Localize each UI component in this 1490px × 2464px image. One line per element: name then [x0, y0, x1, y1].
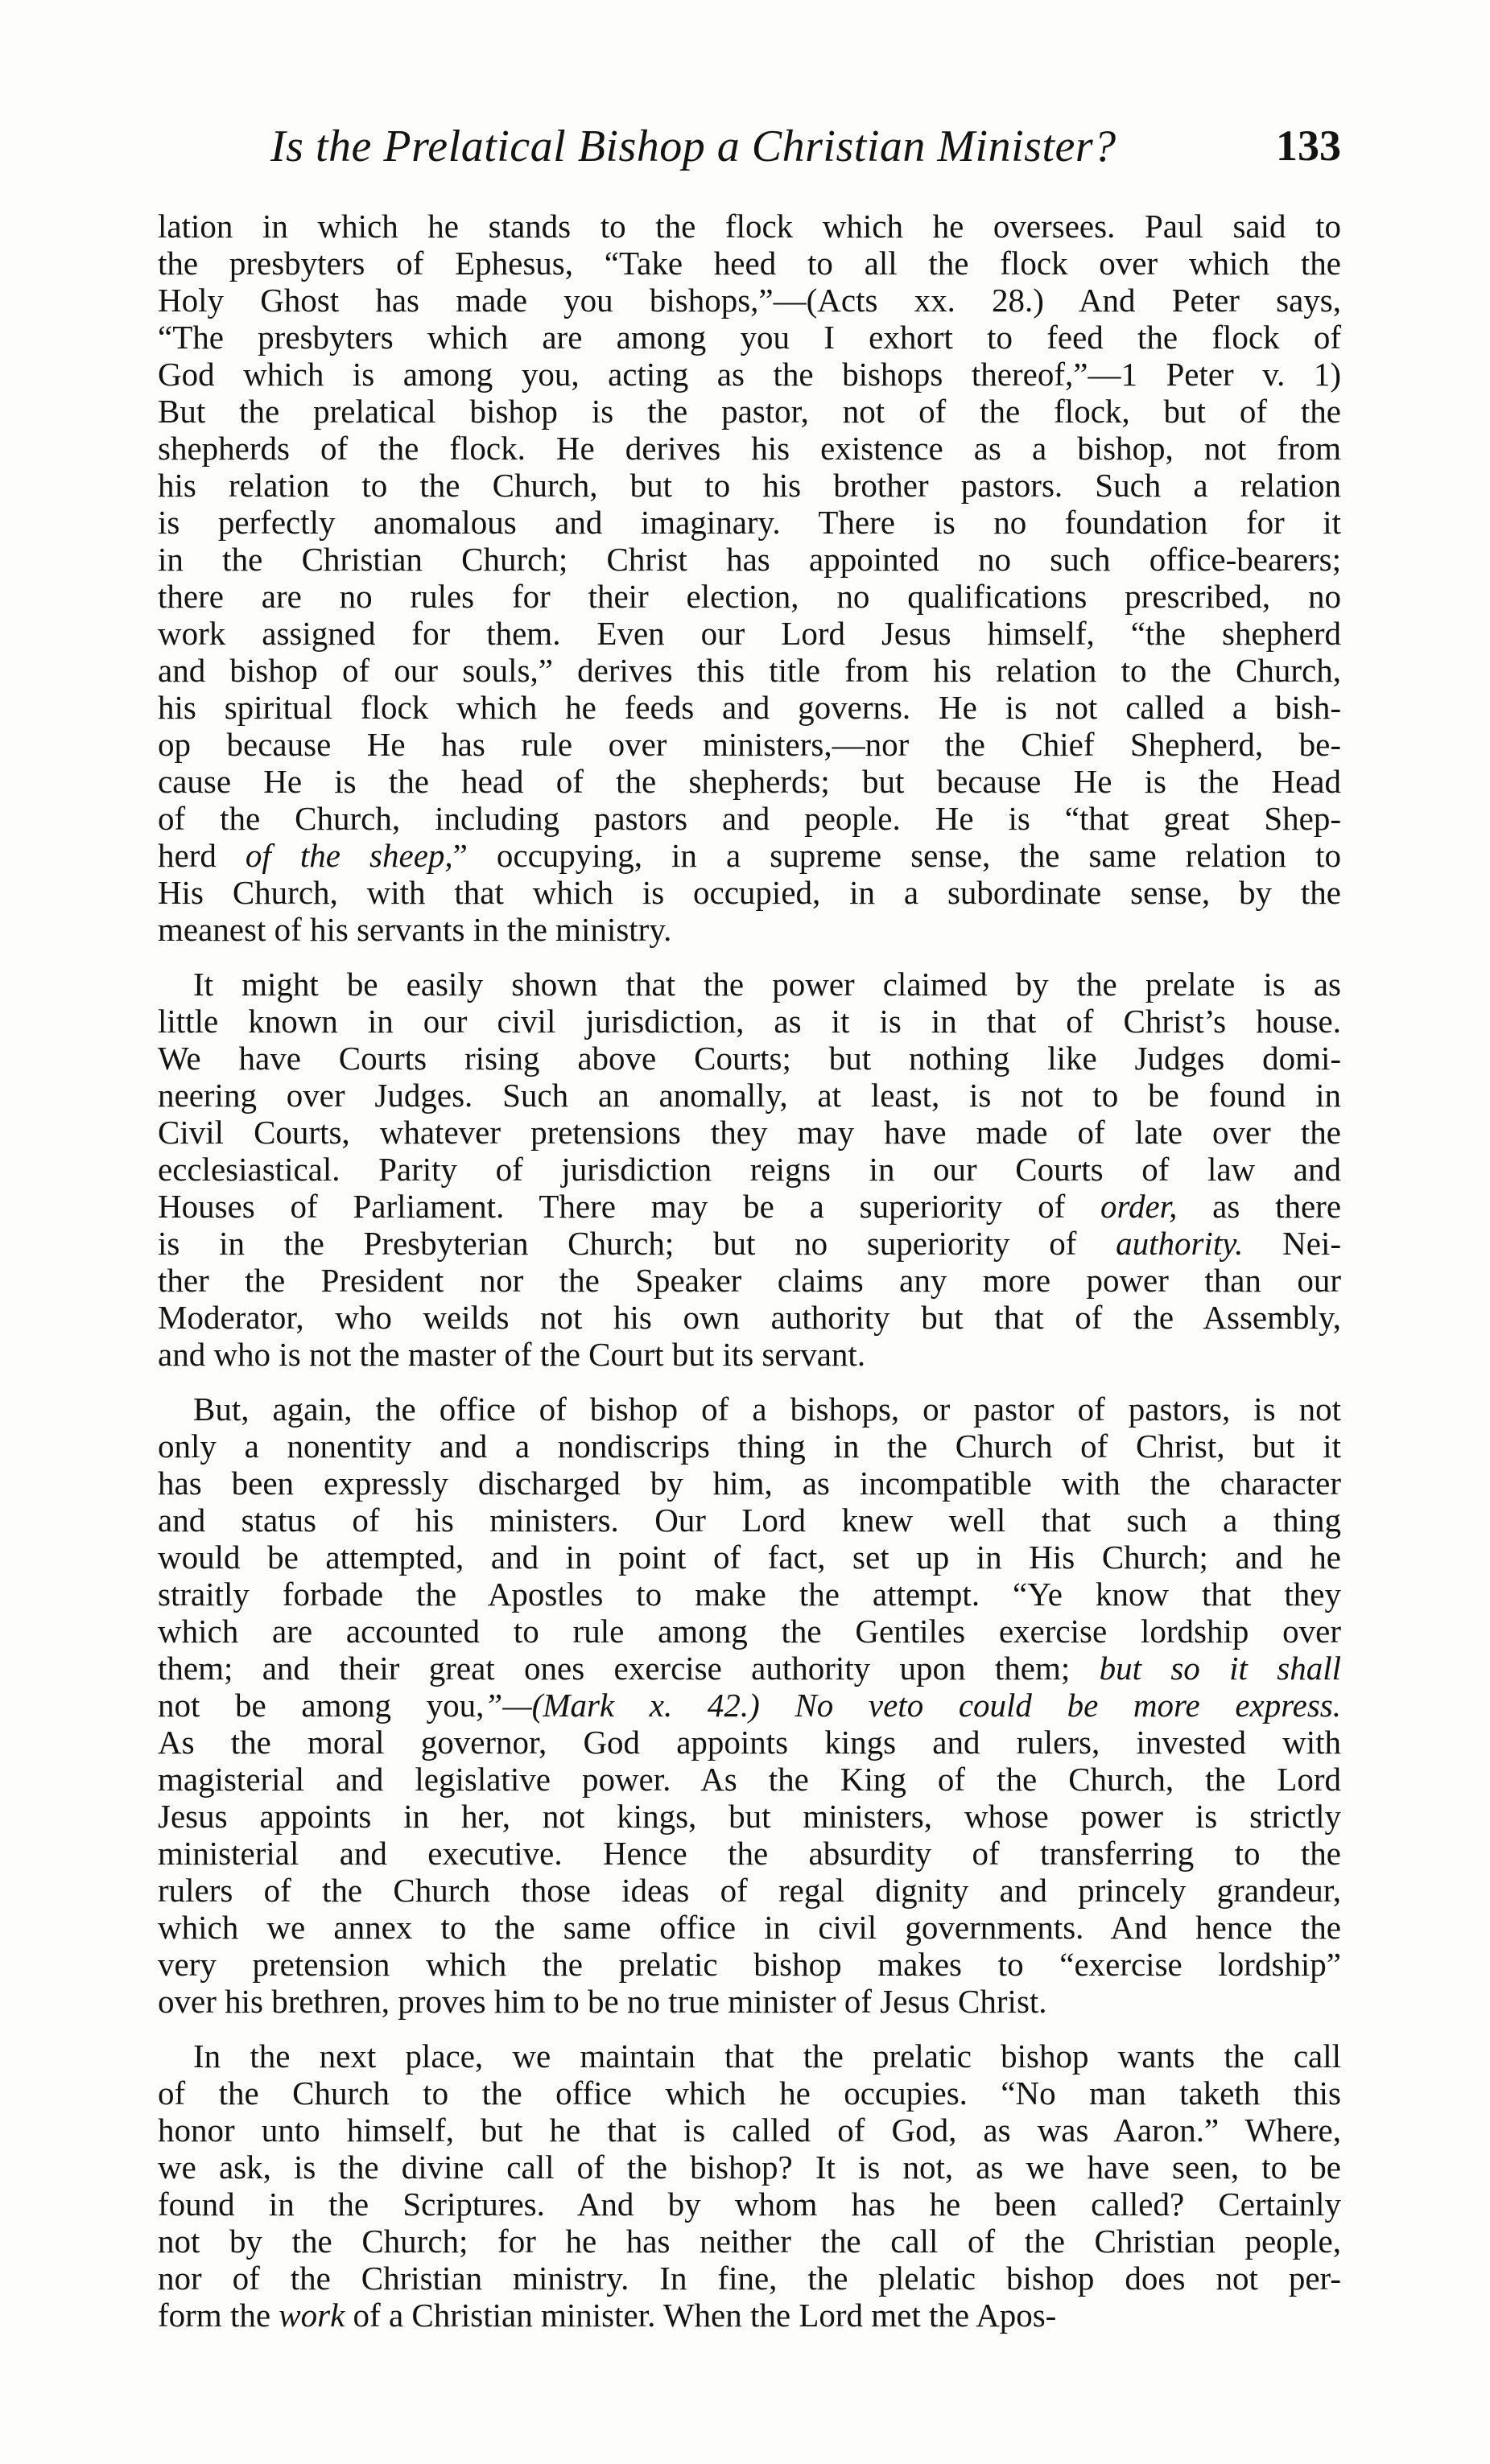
text-line	[158, 1465, 1341, 1502]
text-run: very pretension which the prelatic bishop makes to “exercise lordship”	[158, 1946, 1341, 1983]
text-line	[158, 1299, 1341, 1336]
text-run: the presbyters of Ephesus, “Take heed to all the flock over which the	[158, 245, 1341, 282]
text-line	[158, 1114, 1341, 1151]
text-run: of a Christian minister. When the Lord met the Apos-	[345, 2297, 1057, 2334]
text-line	[158, 1336, 1341, 1373]
text-line	[158, 800, 1341, 837]
text-run: is perfectly anomalous and imaginary. There is no foundation for it	[158, 504, 1341, 541]
text-line	[158, 1835, 1341, 1872]
text-line	[158, 541, 1341, 578]
text-line	[158, 2038, 1341, 2075]
text-run: herd	[158, 837, 246, 874]
text-line	[158, 245, 1341, 282]
text-line	[158, 1798, 1341, 1835]
italic-text: work	[279, 2297, 345, 2334]
text-run: form the	[158, 2297, 279, 2334]
italic-text: authority.	[1116, 1225, 1244, 1262]
text-run: is in the Presbyterian Church; but no superiority of	[158, 1225, 1116, 1262]
text-run: only a nonentity and a nondiscrips thing in the Church of Christ, but it	[158, 1428, 1341, 1465]
text-run: Nei-	[1243, 1225, 1341, 1262]
text-line	[158, 837, 1341, 874]
text-line	[158, 1502, 1341, 1539]
text-line	[158, 726, 1341, 763]
text-line	[158, 763, 1341, 800]
paragraph	[158, 208, 1341, 948]
text-line	[158, 1576, 1341, 1613]
text-line	[158, 1872, 1341, 1909]
text-line	[158, 1188, 1341, 1225]
text-run: ministerial and executive. Hence the absurdity of transferring to the	[158, 1835, 1341, 1872]
text-line	[158, 1391, 1341, 1428]
text-run: we ask, is the divine call of the bishop? It is not, as we have seen, to be	[158, 2149, 1341, 2186]
paragraph	[158, 966, 1341, 1373]
text-run: over his brethren, proves him to be no true minister of Jesus Christ.	[158, 1983, 1047, 2020]
text-line	[158, 615, 1341, 652]
body-text	[158, 208, 1341, 2334]
text-run: His Church, with that which is occupied, in a subordinate sense, by the	[158, 874, 1341, 911]
text-line	[158, 911, 1341, 948]
text-run: Moderator, who weilds not his own authority but that of the Assembly,	[158, 1299, 1341, 1336]
text-line	[158, 1262, 1341, 1299]
text-line	[158, 1761, 1341, 1798]
text-line	[158, 282, 1341, 319]
text-run: ther the President nor the Speaker claims any more power than our	[158, 1262, 1341, 1299]
text-line	[158, 1909, 1341, 1946]
text-run: As the moral governor, God appoints kings and rulers, invested with	[158, 1724, 1341, 1761]
text-line	[158, 504, 1341, 541]
text-line	[158, 430, 1341, 467]
running-title: Is the Prelatical Bishop a Christian Minister?	[270, 122, 1116, 171]
text-line	[158, 2223, 1341, 2260]
italic-text: ”—(Mark x. 42.) No veto could be more express.	[484, 1687, 1341, 1724]
text-run: op because He has rule over ministers,—nor the Chief Shepherd, be-	[158, 726, 1341, 763]
italic-text: of the sheep,	[245, 837, 453, 874]
text-run: Houses of Parliament. There may be a superiority of	[158, 1188, 1101, 1225]
text-run: But, again, the office of bishop of a bishops, or pastor of pastors, is not	[193, 1391, 1341, 1428]
text-line	[158, 1539, 1341, 1576]
text-run: in the Christian Church; Christ has appointed no such office-bearers;	[158, 541, 1341, 578]
text-line	[158, 874, 1341, 911]
text-line	[158, 319, 1341, 356]
text-run: and bishop of our souls,” derives this title from his relation to the Church,	[158, 652, 1341, 689]
text-run: and status of his ministers. Our Lord knew well that such a thing	[158, 1502, 1341, 1539]
paragraph	[158, 1391, 1341, 2020]
text-line	[158, 578, 1341, 615]
text-run: there are no rules for their election, no qualifications prescribed, no	[158, 578, 1341, 615]
text-line	[158, 1003, 1341, 1040]
text-run: of the Church to the office which he occupies. “No man taketh this	[158, 2075, 1341, 2112]
text-line	[158, 356, 1341, 393]
text-line	[158, 1151, 1341, 1188]
text-run: meanest of his servants in the ministry.	[158, 911, 672, 948]
text-run: not by the Church; for he has neither the call of the Christian people,	[158, 2223, 1341, 2260]
text-line	[158, 2112, 1341, 2149]
text-line	[158, 1650, 1341, 1687]
text-run: which are accounted to rule among the Gentiles exercise lordship over	[158, 1613, 1341, 1650]
text-run: It might be easily shown that the power claimed by the prelate is as	[193, 966, 1341, 1003]
text-line	[158, 652, 1341, 689]
italic-text: order,	[1100, 1188, 1178, 1225]
text-run: cause He is the head of the shepherds; but because He is the Head	[158, 763, 1341, 800]
text-run: not be among you,	[158, 1687, 485, 1724]
text-line	[158, 1428, 1341, 1465]
text-run: Civil Courts, whatever pretensions they may have made of late over the	[158, 1114, 1341, 1151]
text-line	[158, 1724, 1341, 1761]
text-run: We have Courts rising above Courts; but nothing like Judges domi-	[158, 1040, 1341, 1077]
text-line	[158, 2186, 1341, 2223]
text-run: them; and their great ones exercise authority upon them;	[158, 1650, 1100, 1687]
italic-text: but so it shall	[1099, 1650, 1341, 1687]
paragraph	[158, 2038, 1341, 2334]
text-run: magisterial and legislative power. As the King of the Church, the Lord	[158, 1761, 1341, 1798]
text-line	[158, 966, 1341, 1003]
page-header	[158, 121, 1341, 185]
text-line	[158, 1687, 1341, 1724]
text-line	[158, 2075, 1341, 2112]
text-line	[158, 1225, 1341, 1262]
text-run: “The presbyters which are among you I exhort to feed the flock of	[158, 319, 1341, 356]
text-run: But the prelatical bishop is the pastor, not of the flock, but of the	[158, 393, 1341, 430]
text-run: Jesus appoints in her, not kings, but ministers, whose power is strictly	[158, 1798, 1341, 1835]
text-run: straitly forbade the Apostles to make the attempt. “Ye know that they	[158, 1576, 1341, 1613]
text-line	[158, 1040, 1341, 1077]
text-run: In the next place, we maintain that the prelatic bishop wants the call	[193, 2038, 1341, 2075]
text-line	[158, 1077, 1341, 1114]
text-run: his relation to the Church, but to his brother pastors. Such a relation	[158, 467, 1341, 504]
text-line	[158, 467, 1341, 504]
text-run: found in the Scriptures. And by whom has he been called? Certainly	[158, 2186, 1341, 2223]
text-line	[158, 1983, 1341, 2020]
text-line	[158, 689, 1341, 726]
text-run: rulers of the Church those ideas of regal dignity and princely grandeur,	[158, 1872, 1341, 1909]
text-run: work assigned for them. Even our Lord Jesus himself, “the shepherd	[158, 615, 1341, 652]
text-run: neering over Judges. Such an anomally, at least, is not to be found in	[158, 1077, 1341, 1114]
text-run: little known in our civil jurisdiction, as it is in that of Christ’s house.	[158, 1003, 1341, 1040]
text-line	[158, 2297, 1341, 2334]
text-line	[158, 2260, 1341, 2297]
text-line	[158, 393, 1341, 430]
text-run: God which is among you, acting as the bishops thereof,”—1 Peter v. 1)	[158, 356, 1341, 393]
text-line	[158, 208, 1341, 245]
text-line	[158, 1946, 1341, 1983]
text-run: honor unto himself, but he that is called of God, as was Aaron.” Where,	[158, 2112, 1341, 2149]
text-line	[158, 1613, 1341, 1650]
text-run: shepherds of the flock. He derives his existence as a bishop, not from	[158, 430, 1341, 467]
text-run: ” occupying, in a supreme sense, the same relation to	[452, 837, 1341, 874]
text-run: his spiritual flock which he feeds and governs. He is not called a bish-	[158, 689, 1341, 726]
text-run: has been expressly discharged by him, as incompatible with the character	[158, 1465, 1341, 1502]
text-run: as there	[1177, 1188, 1341, 1225]
text-run: nor of the Christian ministry. In fine, the plelatic bishop does not per-	[158, 2260, 1341, 2297]
text-run: and who is not the master of the Court but its servant.	[158, 1336, 866, 1373]
text-run: would be attempted, and in point of fact, set up in His Church; and he	[158, 1539, 1341, 1576]
text-run: which we annex to the same office in civil governments. And hence the	[158, 1909, 1341, 1946]
text-run: ecclesiastical. Parity of jurisdiction reigns in our Courts of law and	[158, 1151, 1341, 1188]
text-run: lation in which he stands to the flock which he oversees. Paul said to	[158, 208, 1341, 245]
text-run: Holy Ghost has made you bishops,”—(Acts xx. 28.) And Peter says,	[158, 282, 1341, 319]
text-run: of the Church, including pastors and people. He is “that great Shep-	[158, 800, 1341, 837]
text-line	[158, 2149, 1341, 2186]
page-number: 133	[1276, 122, 1341, 170]
